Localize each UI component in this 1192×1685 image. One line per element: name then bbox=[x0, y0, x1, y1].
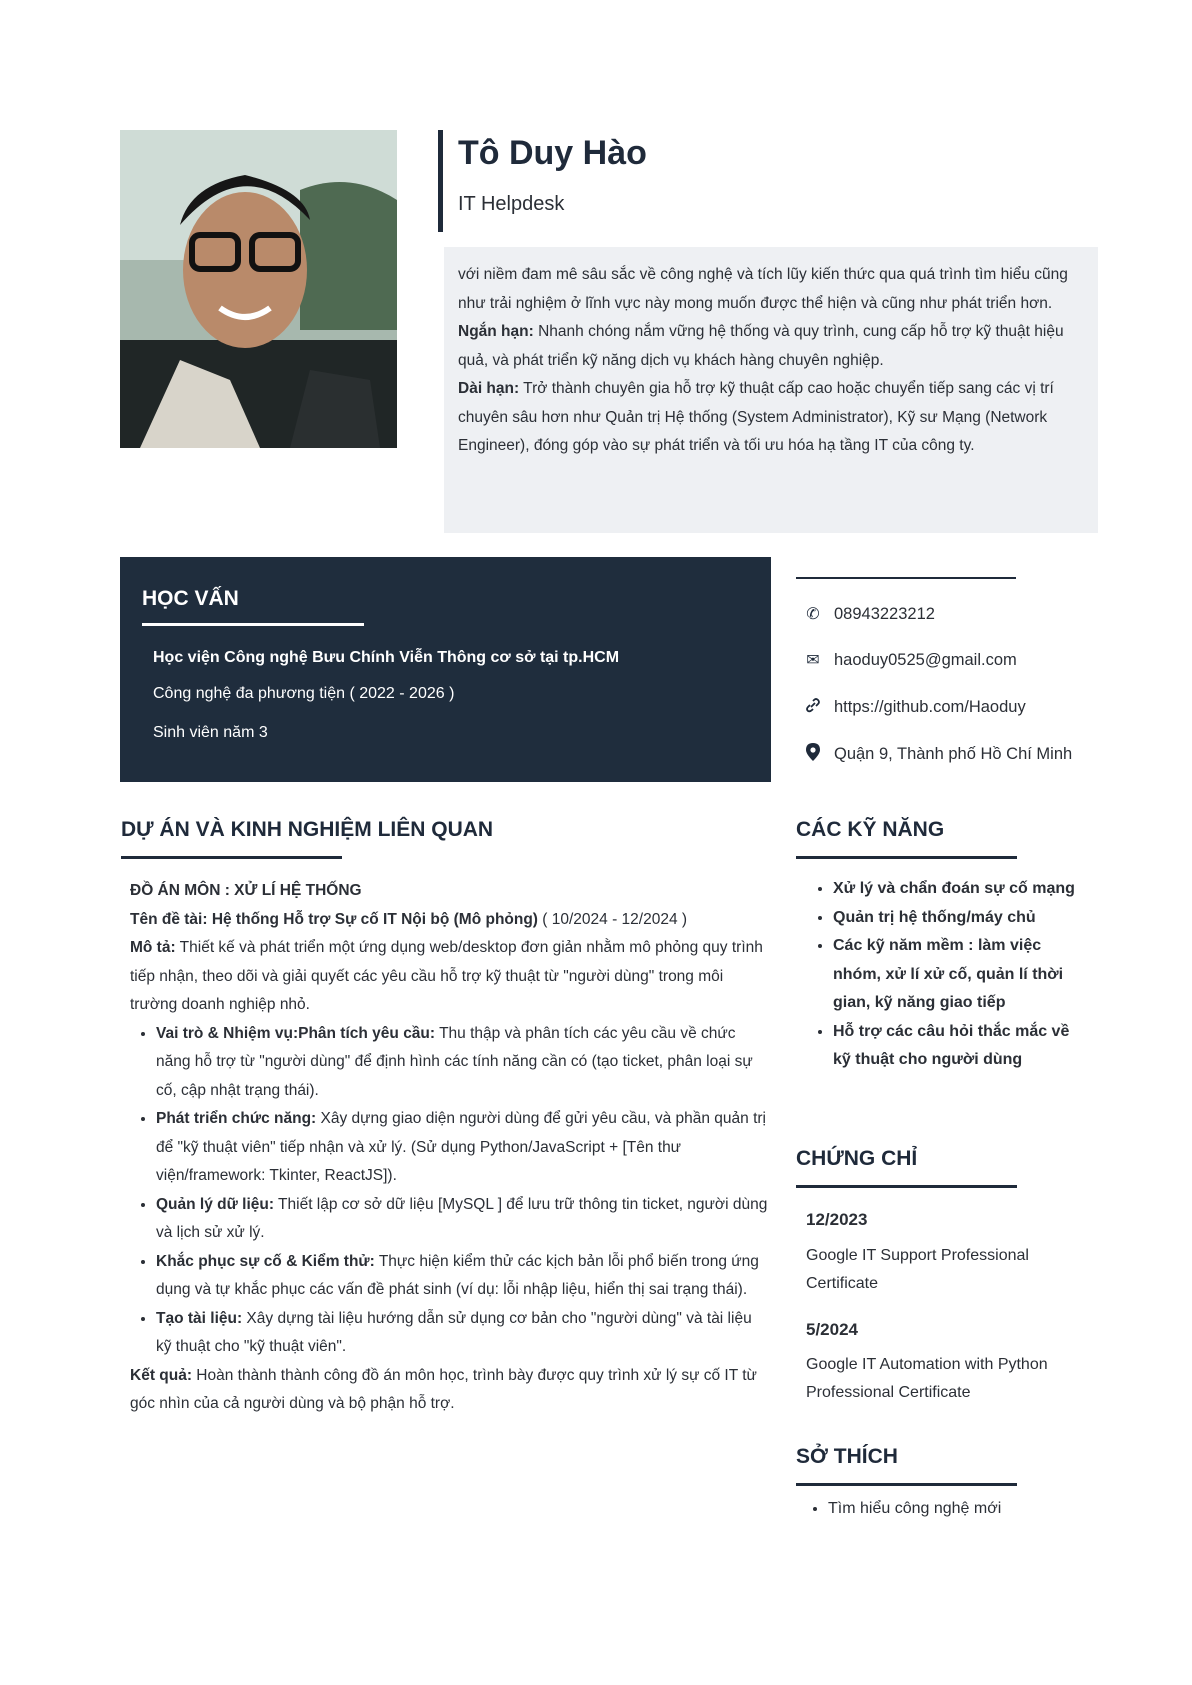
certificates-title: CHỨNG CHỈ bbox=[796, 1147, 918, 1170]
project-result bbox=[130, 1362, 770, 1419]
hobbies-list bbox=[812, 1500, 1001, 1518]
skills-list bbox=[815, 875, 1085, 1075]
skills-divider bbox=[796, 856, 1017, 859]
contact-address bbox=[804, 743, 1072, 766]
task-label: Phát triển chức năng: bbox=[156, 1110, 317, 1127]
envelope-icon: ✉ bbox=[806, 652, 820, 669]
contact-github[interactable] bbox=[804, 697, 1026, 718]
task-text: Thiết lập cơ sở dữ liệu [MySQL ] để lưu trữ thông tin ticket, người dùng và lịch sử xử lý. bbox=[156, 1195, 768, 1241]
candidate-name: Tô Duy Hào bbox=[458, 134, 647, 172]
task-text: Xây dựng giao diện người dùng để gửi yêu cầu, và phần quản trị để "kỹ thuật viên" tiếp nhận và xử lý. (Sử dụng Python/JavaScript + [Tên thư viện/framework: Tkinter, ReactJS]). bbox=[156, 1110, 766, 1184]
hobbies-divider bbox=[796, 1483, 1017, 1486]
project-topic bbox=[130, 906, 770, 935]
list-item bbox=[156, 1105, 770, 1191]
education-major: Công nghệ đa phương tiện ( 2022 - 2026 ) bbox=[153, 685, 455, 702]
list-item: • Các kỹ năm mềm : làm việc nhóm, xử lí xử cố, quản lí thời gian, kỹ năng giao tiếp bbox=[833, 932, 1085, 1018]
project-body bbox=[130, 877, 770, 1419]
certificate-date: 5/2024 bbox=[806, 1320, 858, 1339]
phone-text: 08943223212 bbox=[834, 604, 935, 623]
education-divider bbox=[142, 623, 364, 626]
project-topic-label: Tên đề tài: Hệ thống Hỗ trợ Sự cố IT Nội bộ (Mô phỏng) bbox=[130, 910, 538, 928]
name-accent-bar bbox=[438, 130, 443, 232]
summary-intro: với niềm đam mê sâu sắc về công nghệ và tích lũy kiến thức qua quá trình tìm hiểu cũng như trải nghiệm ở lĩnh vực này mong muốn được thể hiện và cũng như phát triển hơn. bbox=[458, 266, 1068, 312]
project-result-text: Hoàn thành thành công đồ án môn học, trình bày được quy trình xử lý sự cố IT từ góc nhìn của cả người dùng và bộ phận hỗ trợ. bbox=[130, 1366, 757, 1412]
phone-icon: ✆ bbox=[806, 606, 820, 623]
skills-title: CÁC KỸ NĂNG bbox=[796, 818, 945, 841]
list-item: • Quản trị hệ thống/máy chủ bbox=[833, 904, 1085, 933]
career-summary bbox=[444, 247, 1098, 533]
hobbies-title: SỞ THÍCH bbox=[796, 1445, 898, 1468]
education-title: HỌC VẤN bbox=[142, 587, 239, 610]
projects-title: DỰ ÁN VÀ KINH NGHIỆM LIÊN QUAN bbox=[121, 818, 494, 841]
certificates-divider bbox=[796, 1185, 1017, 1188]
list-item bbox=[156, 1191, 770, 1248]
short-term-label: Ngắn hạn: bbox=[458, 323, 534, 340]
education-year: Sinh viên năm 3 bbox=[153, 724, 268, 741]
certificate-date: 12/2023 bbox=[806, 1210, 868, 1229]
profile-photo bbox=[120, 130, 397, 448]
list-item: • Tìm hiểu công nghệ mới bbox=[828, 1500, 1001, 1518]
projects-divider bbox=[121, 856, 342, 859]
certificate-name: Google IT Automation with Python Professional Certificate bbox=[806, 1356, 1048, 1401]
list-item bbox=[156, 1305, 770, 1362]
project-topic-date: ( 10/2024 - 12/2024 ) bbox=[537, 910, 688, 928]
address-text: Quận 9, Thành phố Hồ Chí Minh bbox=[834, 745, 1073, 763]
education-panel bbox=[120, 557, 771, 782]
project-desc-label: Mô tả: bbox=[130, 939, 176, 956]
education-school: Học viện Công nghệ Bưu Chính Viễn Thông cơ sở tại tp.HCM bbox=[153, 649, 620, 666]
link-icon bbox=[804, 697, 822, 718]
map-pin-icon bbox=[804, 743, 822, 766]
contact-email[interactable] bbox=[804, 650, 1017, 670]
email-text[interactable]: haoduy0525@gmail.com bbox=[834, 650, 1017, 669]
project-course: ĐỒ ÁN MÔN : XỬ LÍ HỆ THỐNG bbox=[130, 882, 362, 899]
contact-divider bbox=[796, 577, 1016, 579]
project-tasks bbox=[130, 1020, 770, 1362]
project-result-label: Kết quả: bbox=[130, 1366, 192, 1384]
task-label: Quản lý dữ liệu: bbox=[156, 1195, 275, 1213]
task-label: Vai trò & Nhiệm vụ:Phân tích yêu cầu: bbox=[156, 1024, 436, 1042]
short-term-text: Nhanh chóng nắm vững hệ thống và quy trình, cung cấp hỗ trợ kỹ thuật hiệu quả, và phát triển kỹ năng dịch vụ khách hàng chuyên nghiệp. bbox=[458, 323, 1064, 369]
long-term-label: Dài hạn: bbox=[458, 380, 520, 397]
task-label: Khắc phục sự cố & Kiểm thử: bbox=[156, 1252, 375, 1270]
long-term-text: Trở thành chuyên gia hỗ trợ kỹ thuật cấp cao hoặc chuyển tiếp sang các vị trí chuyên sâu hơn như Quản trị Hệ thống (System Administrator), Kỹ sư Mạng (Network Engineer), đóng góp vào sự phát triển và tối ưu hóa hạ tầng IT của công ty. bbox=[458, 380, 1054, 454]
github-link[interactable]: https://github.com/Haoduy bbox=[834, 698, 1026, 716]
project-description bbox=[130, 934, 770, 1020]
list-item: • Hỗ trợ các câu hỏi thắc mắc về kỹ thuật cho người dùng bbox=[833, 1018, 1085, 1075]
task-text: Thu thập và phân tích các yêu cầu về chức năng hỗ trợ từ "người dùng" để định hình các tính năng cần có (tạo ticket, phân loại sự cố, cập nhật trạng thái). bbox=[156, 1024, 753, 1099]
contact-phone bbox=[804, 604, 935, 624]
summary-text bbox=[444, 247, 1098, 461]
list-item bbox=[156, 1020, 770, 1106]
candidate-role: IT Helpdesk bbox=[458, 193, 565, 215]
project-desc-text: Thiết kế và phát triển một ứng dụng web/desktop đơn giản nhằm mô phỏng quy trình tiếp nhận, theo dõi và giải quyết các yêu cầu hỗ trợ kỹ thuật từ "người dùng" trong môi trường doanh nghiệp nhỏ. bbox=[130, 939, 763, 1013]
list-item: • Xử lý và chẩn đoán sự cố mạng bbox=[833, 875, 1085, 904]
task-text: Thực hiện kiểm thử các kịch bản lỗi phổ biến trong ứng dụng và tự khắc phục các vấn đề phát sinh (ví dụ: lỗi nhập liệu, hiển thị sai trạng thái). bbox=[156, 1252, 759, 1298]
task-label: Tạo tài liệu: bbox=[156, 1309, 243, 1327]
task-text: Xây dựng tài liệu hướng dẫn sử dụng cơ bản cho "người dùng" và tài liệu kỹ thuật cho "kỹ thuật viên". bbox=[156, 1309, 752, 1355]
list-item bbox=[156, 1248, 770, 1305]
certificate-name: Google IT Support Professional Certificate bbox=[806, 1247, 1029, 1292]
